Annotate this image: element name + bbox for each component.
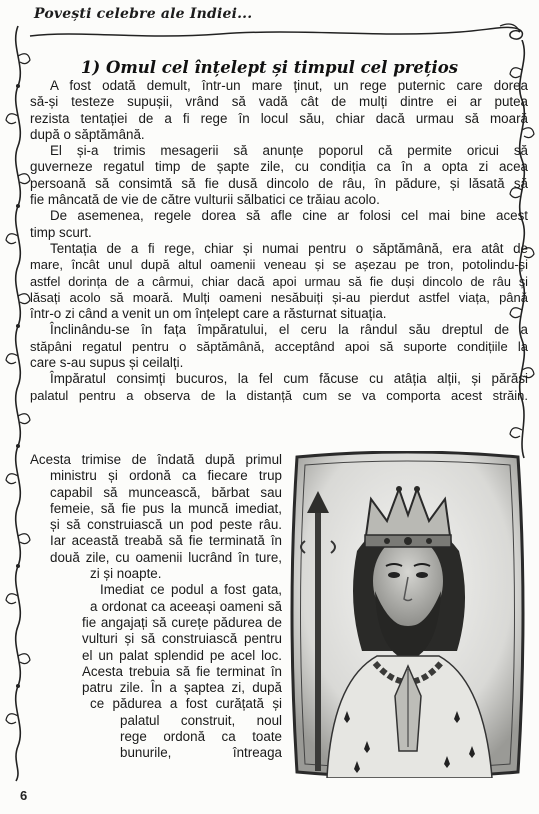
text-line: el un palat splendid pe acel loc. [82, 647, 282, 663]
text-line: palatul pentru a observa de la distanță cum se va comporta acest străin. [30, 387, 528, 403]
text-line: vulturi și să construiască pentru [82, 631, 282, 647]
text-line: Acesta trimise de îndată după primul [30, 452, 282, 467]
text-line: și să construiască un pod peste râu. [50, 517, 282, 533]
story-text-full-width [30, 78, 528, 452]
text-line: El și-a trimis mesagerii să anunțe poporul că permite oricui să [50, 143, 528, 159]
text-line: rege ordonă ca toate [120, 729, 282, 745]
text-line: guverneze regatul timp de șapte zile, cu condiția ca în a opta zi acea [30, 159, 528, 175]
text-line: fie mâncată de vie de către vulturii sălbatici ce trăiau acolo. [30, 192, 380, 208]
text-line: Înclinându-se în fața împăratului, el ceru la rândul său dreptul de a [50, 322, 528, 338]
text-line: într-o zi când a venit un om înțelept care a răsturnat situația. [30, 306, 387, 322]
text-line: stăpâni regatul pentru o săptămână, acceptând apoi să suporte condițiile la [30, 338, 528, 354]
text-line: femeie, să fie pus la muncă imediat, [50, 500, 282, 516]
header-flourish-rule [20, 20, 536, 50]
chapter-title: 1) Omul cel înțelept și timpul cel prețios [80, 58, 459, 77]
running-header-title: Povești celebre ale Indiei... [34, 6, 253, 22]
text-line: a ordonat ca aceeași oameni să [90, 598, 282, 614]
text-line: care s-au supus și ceilalți. [30, 355, 184, 371]
text-line: ce pădurea a fost curățată și [90, 696, 282, 712]
text-line: patru zile. În a șaptea zi, după [82, 680, 282, 696]
text-line: Tentația de a fi rege, chiar și numai pentru o săptămână, era atât de [50, 240, 528, 256]
text-line: A fost odată demult, într-un mare ținut, un rege puternic care dorea [50, 78, 528, 93]
text-line: astfel dorința de a cârmui, chiar dacă apoi urmau să fie duși dincolo de râu și [30, 274, 528, 289]
text-line: Acesta trebuia să fie terminat în [82, 663, 282, 679]
king-portrait-illustration [287, 451, 528, 778]
text-line: Imediat ce podul a fost gata, [100, 582, 282, 598]
text-line: bunurile, întreaga [120, 745, 282, 761]
text-line: palatul construit, noul [120, 712, 282, 728]
text-line: De asemenea, regele dorea să afle cine ar folosi cel mai bine acest [50, 208, 528, 224]
text-line: timp scurt. [30, 224, 92, 240]
text-line: să-și testeze supușii, vrând să vadă cât de mulți dintre ei ar putea [30, 94, 528, 110]
text-line: mare, încât unul după altul oamenii veneau și se așezau pe tron, potolindu-și [30, 257, 528, 273]
text-line: după o săptămână. [30, 126, 145, 142]
text-line: Iar această treabă să fie terminată în [50, 533, 282, 549]
text-line: două zile, cu oamenii lucrând în ture, [50, 549, 282, 565]
text-line: fie angajați să curețe pădurea de [82, 614, 282, 630]
text-line: ministru și ordonă ca fiecare trup [50, 468, 282, 484]
text-line: lăsați acolo să moară. Mulți oameni nesăbuiți și-au pierdut astfel viața, până [30, 289, 528, 305]
text-line: persoană să consimtă să fie dusă dincolo de râu, în pădure, și lăsată să [30, 175, 528, 191]
story-text-beside-portrait [30, 452, 282, 782]
text-line: zi și noapte. [90, 566, 162, 582]
text-line: Împăratul consimți bucuros, la fel cum făcuse cu atâția alții, și părăsi [50, 371, 528, 387]
page-number: 6 [20, 788, 28, 803]
text-line: capabil să muncească, bărbat sau [50, 484, 282, 500]
text-line: rezista tentației de a fi rege în locul său, chiar dacă urmau să moară [30, 110, 528, 126]
